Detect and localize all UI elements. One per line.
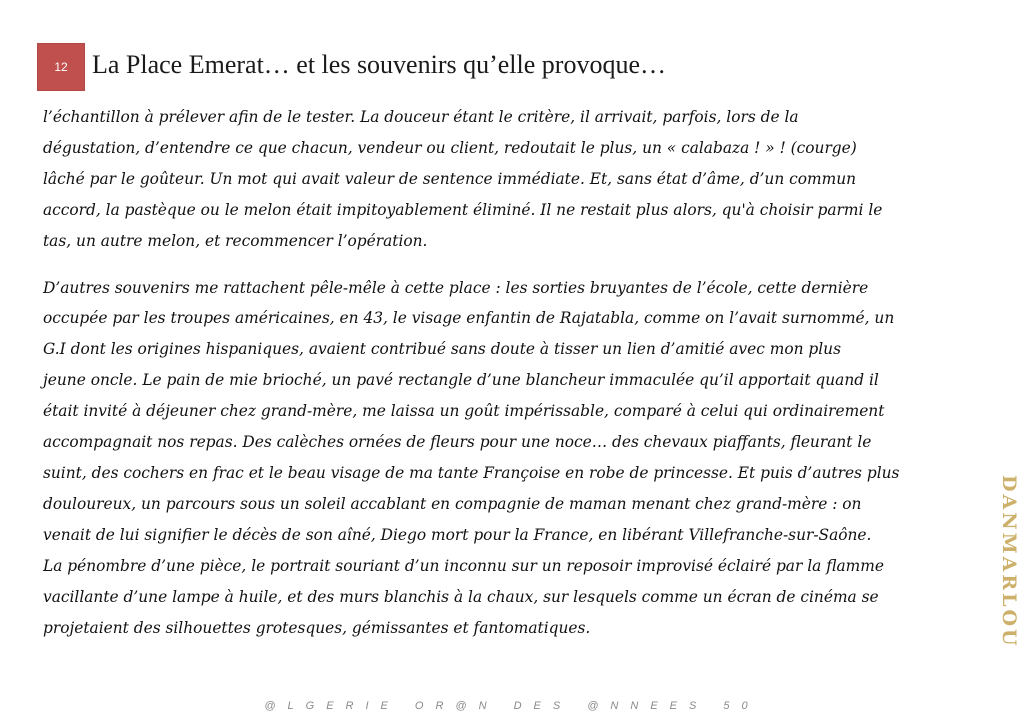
text-line: accord, la pastèque ou le melon était impitoyablement éliminé. Il ne restait plus alors, qu'à choisir parmi le [43,200,883,219]
text-line: G.I dont les origines hispaniques, avaient contribué sans doute à tisser un lien d’amitié avec mon plus [43,340,841,359]
text-line: jeune oncle. Le pain de mie brioché, un pavé rectangle d’une blancheur immaculée qu’il apportait quand il [43,371,879,390]
paragraph-2 [43,273,988,644]
text-line: dégustation, d’entendre ce que chacun, vendeur ou client, redoutait le plus, un « calabaza ! » ! (courge) [43,138,857,157]
page-number: 12 [54,60,68,74]
text-line: venait de lui signifier le décès de son aîné, Diego mort pour la France, en libérant Villefranche-sur-Saône. [43,525,872,544]
text-line: accompagnait nos repas. Des calèches ornées de fleurs pour une noce… des chevaux piaffants, fleurant le [43,433,872,452]
text-line: suint, des cochers en frac et le beau visage de ma tante Françoise en robe de princesse. Et puis d’autres plus [43,463,900,482]
paragraph-1 [43,102,988,257]
side-brand-logo: DANMARLOU [998,475,1020,649]
article-body [43,102,988,643]
text-line: était invité à déjeuner chez grand-mère, me laissa un goût impérissable, comparé à celui qui ordinairement [43,402,885,421]
text-line: La pénombre d’une pièce, le portrait souriant d’un inconnu sur un reposoir improvisé éclairé par la flamme [43,556,884,575]
text-line: D’autres souvenirs me rattachent pêle-mêle à cette place : les sorties bruyantes de l’école, cette dernière [43,278,869,297]
text-line: occupée par les troupes américaines, en 43, le visage enfantin de Rajatabla, comme on l’avait surnommé, un [43,309,895,328]
text-line: lâché par le goûteur. Un mot qui avait valeur de sentence immédiate. Et, sans état d’âme, d’un commun [43,169,857,188]
text-line: vacillante d’une lampe à huile, et des murs blanchis à la chaux, sur lesquels comme un écran de cinéma se [43,587,879,606]
page-number-badge [37,43,85,91]
text-line: tas, un autre melon, et recommencer l’opération. [43,231,428,250]
text-line: l’échantillon à prélever afin de le tester. La douceur étant le critère, il arrivait, parfois, lors de la [43,108,799,126]
page-title: La Place Emerat… et les souvenirs qu’elle provoque… [92,50,666,79]
footer-text: @LGERIE OR@N DES @NNEES 50 [264,700,760,712]
text-line: projetaient des silhouettes grotesques, gémissantes et fantomatiques. [43,618,591,637]
text-line: douloureux, un parcours sous un soleil accablant en compagnie de maman menant chez grand-mère : on [43,494,862,513]
